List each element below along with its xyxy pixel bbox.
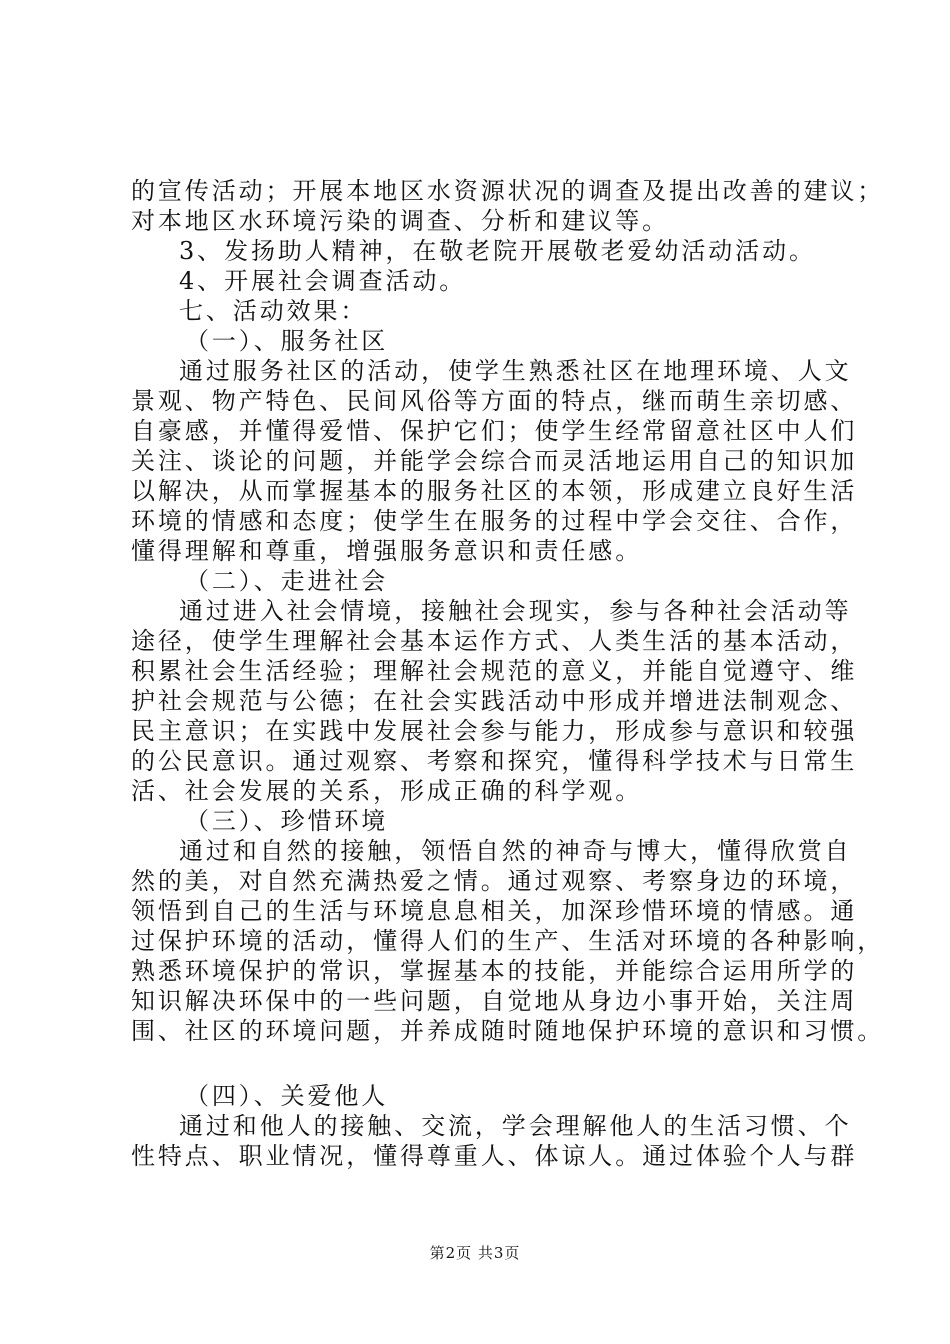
paragraph-first-line: 通过进入社会情境，接触社会现实，参与各种社会活动等 [179,597,852,625]
section-heading: 七、活动效果： [179,297,368,325]
body-text-line: 知识解决环保中的一些问题，自觉地从身边小事开始，关注周 [131,987,858,1015]
paragraph-first-line: 通过和他人的接触、交流，学会理解他人的生活习惯、个 [179,1112,852,1140]
list-item: 4、开展社会调查活动。 [179,267,467,295]
paragraph-first-line: 通过服务社区的活动，使学生熟悉社区在地理环境、人文 [179,357,852,385]
subsection-heading: （三）、珍惜环境 [185,807,389,835]
body-text-line: 活、社会发展的关系，形成正确的科学观。 [131,777,643,805]
body-text-line: 围、社区的环境问题，并养成随时随地保护环境的意识和习惯。 [131,1017,885,1045]
list-item: 3、发扬助人精神，在敬老院开展敬老爱幼活动活动。 [179,237,816,265]
body-text-line: 民主意识；在实践中发展社会参与能力，形成参与意识和较强 [131,717,858,745]
body-text-line: 的公民意识。通过观察、考察和探究，懂得科学技术与日常生 [131,747,858,775]
subsection-heading: （二）、走进社会 [185,567,389,595]
body-text-line: 对本地区水环境污染的调查、分析和建议等。 [131,207,669,235]
body-text-line: 过保护环境的活动，懂得人们的生产、生活对环境的各种影响， [131,927,885,955]
body-text-line: 然的美，对自然充满热爱之情。通过观察、考察身边的环境， [131,867,858,895]
body-text-line: 自豪感，并懂得爱惜、保护它们；使学生经常留意社区中人们 [131,417,858,445]
body-text-line: 环境的情感和态度；使学生在服务的过程中学会交往、合作， [131,507,858,535]
subsection-heading: （四）、关爱他人 [185,1082,389,1110]
paragraph-spacer [131,1046,851,1081]
subsection-heading: （一）、服务社区 [185,327,389,355]
body-text-line: 关注、谈论的问题，并能学会综合而灵活地运用自己的知识加 [131,447,858,475]
body-text-line: 领悟到自己的生活与环境息息相关，加深珍惜环境的情感。通 [131,897,858,925]
body-text-line: 性特点、职业情况，懂得尊重人、体谅人。通过体验个人与群 [131,1142,858,1170]
body-text-line: 的宣传活动；开展本地区水资源状况的调查及提出改善的建议； [131,177,885,205]
body-text-line: 熟悉环境保护的常识，掌握基本的技能，并能综合运用所学的 [131,957,858,985]
body-text-line: 懂得理解和尊重，增强服务意识和责任感。 [131,537,643,565]
body-text-line: 途径，使学生理解社会基本运作方式、人类生活的基本活动， [131,627,858,655]
page-footer: 第2页 共3页 [429,1244,521,1262]
document-body [131,176,885,1171]
paragraph-first-line: 通过和自然的接触，领悟自然的神奇与博大，懂得欣赏自 [179,837,852,865]
body-text-line: 护社会规范与公德；在社会实践活动中形成并增进法制观念、 [131,687,858,715]
body-text-line: 以解决，从而掌握基本的服务社区的本领，形成建立良好生活 [131,477,858,505]
body-text-line: 景观、物产特色、民间风俗等方面的特点，继而萌生亲切感、 [131,387,858,415]
body-text-line: 积累社会生活经验；理解社会规范的意义，并能自觉遵守、维 [131,657,858,685]
